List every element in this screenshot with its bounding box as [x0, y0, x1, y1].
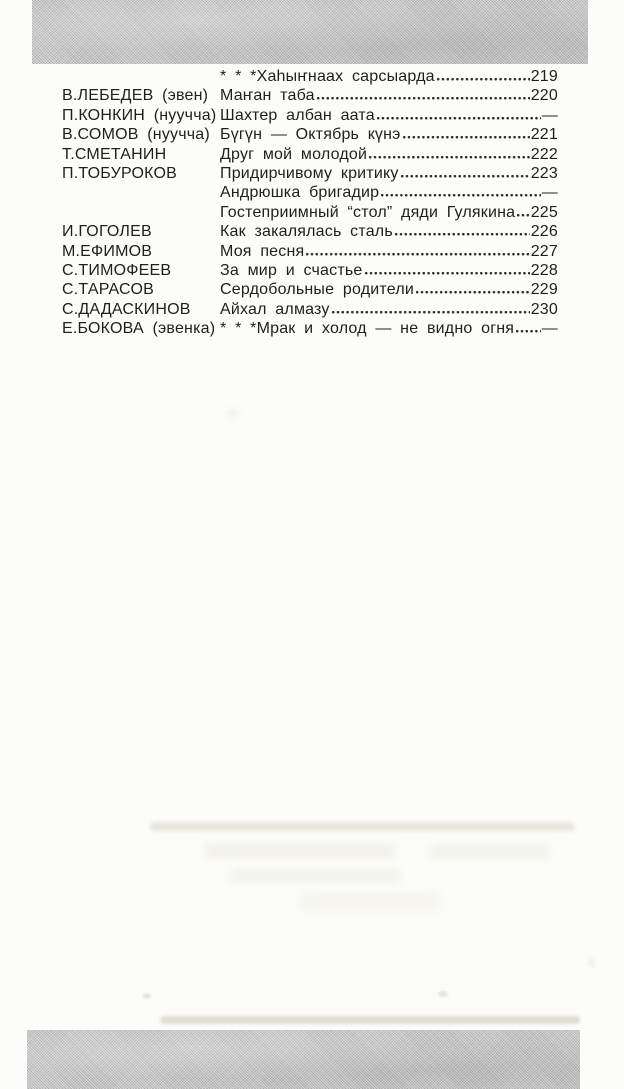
- dots-leader: [436, 68, 530, 81]
- scan-speck: [225, 408, 239, 418]
- toc-row: [62, 67, 558, 86]
- toc-row: [62, 164, 558, 183]
- work-title: Как закалялась сталь: [220, 223, 393, 241]
- page-number: 229: [530, 281, 558, 299]
- page-number: —: [541, 320, 558, 338]
- scan-speck: [588, 958, 595, 968]
- ghost-smudge: [300, 893, 440, 911]
- dots-leader: [394, 223, 530, 236]
- author-name: С.ТАРАСОВ: [62, 281, 154, 299]
- toc-row: [62, 145, 558, 164]
- dots-leader: [376, 107, 541, 120]
- toc-entry: [220, 183, 558, 202]
- toc-entry: [220, 261, 558, 280]
- toc-entry: [220, 106, 558, 125]
- toc-row: [62, 300, 558, 319]
- scan-speck: [143, 993, 151, 999]
- ghost-smudge: [230, 868, 400, 883]
- dots-leader: [368, 146, 530, 159]
- toc-row: [62, 125, 558, 144]
- author-name: С.ТИМОФЕЕВ: [62, 261, 172, 279]
- ghost-smudge: [150, 822, 575, 831]
- toc-list: [62, 67, 558, 338]
- work-title: Бүгүн — Октябрь күнэ: [220, 126, 401, 144]
- dots-leader: [364, 262, 530, 275]
- toc-entry: [220, 86, 558, 105]
- work-title: * * *Хаһыҥнаах сарсыарда: [220, 68, 435, 85]
- author-name: В.СОМОВ (нуучча): [62, 126, 210, 144]
- toc-entry: [220, 300, 558, 319]
- author-name: И.ГОГОЛЕВ: [62, 223, 152, 241]
- dots-leader: [515, 320, 541, 333]
- dots-leader: [402, 126, 530, 139]
- toc-row: [62, 106, 558, 125]
- toc-row: [62, 280, 558, 299]
- toc-entry: [220, 125, 558, 144]
- page-number: —: [541, 106, 558, 124]
- dots-leader: [415, 281, 530, 294]
- work-title: Маҥан таба: [220, 87, 315, 105]
- page-number: 226: [530, 223, 558, 241]
- page-number: 222: [530, 145, 558, 163]
- work-title: Сердобольные родители: [220, 281, 414, 299]
- scan-speck: [438, 991, 448, 997]
- author-name: В.ЛЕБЕДЕВ (эвен): [62, 87, 209, 105]
- author-name: М.ЕФИМОВ: [62, 242, 153, 260]
- dots-leader: [316, 87, 530, 100]
- toc-row: [62, 86, 558, 105]
- ghost-smudge: [430, 843, 550, 859]
- work-title: Андрюшка бригадир: [220, 184, 380, 202]
- author-name: С.ДАДАСКИНОВ: [62, 300, 191, 318]
- toc-entry: [220, 222, 558, 241]
- toc-row: [62, 261, 558, 280]
- toc-row: [62, 242, 558, 261]
- work-title: Шахтер албан аата: [220, 106, 375, 124]
- top-scan-band: [32, 0, 588, 64]
- author-name: П.КОНКИН (нуучча): [62, 106, 217, 124]
- page-number: 225: [530, 203, 558, 221]
- author-name: Т.СМЕТАНИН: [62, 145, 167, 163]
- ghost-smudge: [160, 1016, 580, 1024]
- toc-row: [62, 203, 558, 222]
- page-number: 228: [530, 261, 558, 279]
- dots-leader: [380, 184, 541, 197]
- work-title: За мир и счастье: [220, 261, 363, 279]
- page-number: 221: [530, 126, 558, 144]
- page-number: 230: [530, 300, 558, 318]
- toc-entry: [220, 319, 558, 338]
- toc-entry: [220, 242, 558, 261]
- page-number: 223: [530, 164, 558, 182]
- work-title: Гостеприимный “стол” дяди Гулякина: [220, 203, 516, 221]
- page-number: —: [541, 184, 558, 202]
- work-title: Друг мой молодой: [220, 145, 368, 163]
- bottom-scan-band: [27, 1030, 580, 1089]
- page-number: 220: [530, 87, 558, 105]
- toc-row: [62, 319, 558, 338]
- dots-leader: [400, 165, 530, 178]
- page-number: 219: [530, 68, 558, 85]
- toc-row: [62, 222, 558, 241]
- toc-entry: [220, 67, 558, 86]
- dots-leader: [305, 243, 529, 256]
- work-title: * * *Мрак и холод — не видно огня: [220, 320, 515, 338]
- dots-leader: [331, 301, 530, 314]
- toc-entry: [220, 203, 558, 222]
- page-number: 227: [530, 242, 558, 260]
- dots-leader: [516, 204, 529, 217]
- toc-entry: [220, 164, 558, 183]
- author-name: П.ТОБУРОКОВ: [62, 164, 177, 182]
- ghost-smudge: [205, 843, 395, 859]
- work-title: Придирчивому критику: [220, 164, 399, 182]
- author-name: Е.БОКОВА (эвенка): [62, 320, 216, 338]
- work-title: Моя песня: [220, 242, 305, 260]
- work-title: Айхал алмазу: [220, 300, 330, 318]
- toc-entry: [220, 280, 558, 299]
- toc-entry: [220, 145, 558, 164]
- toc-row: [62, 183, 558, 202]
